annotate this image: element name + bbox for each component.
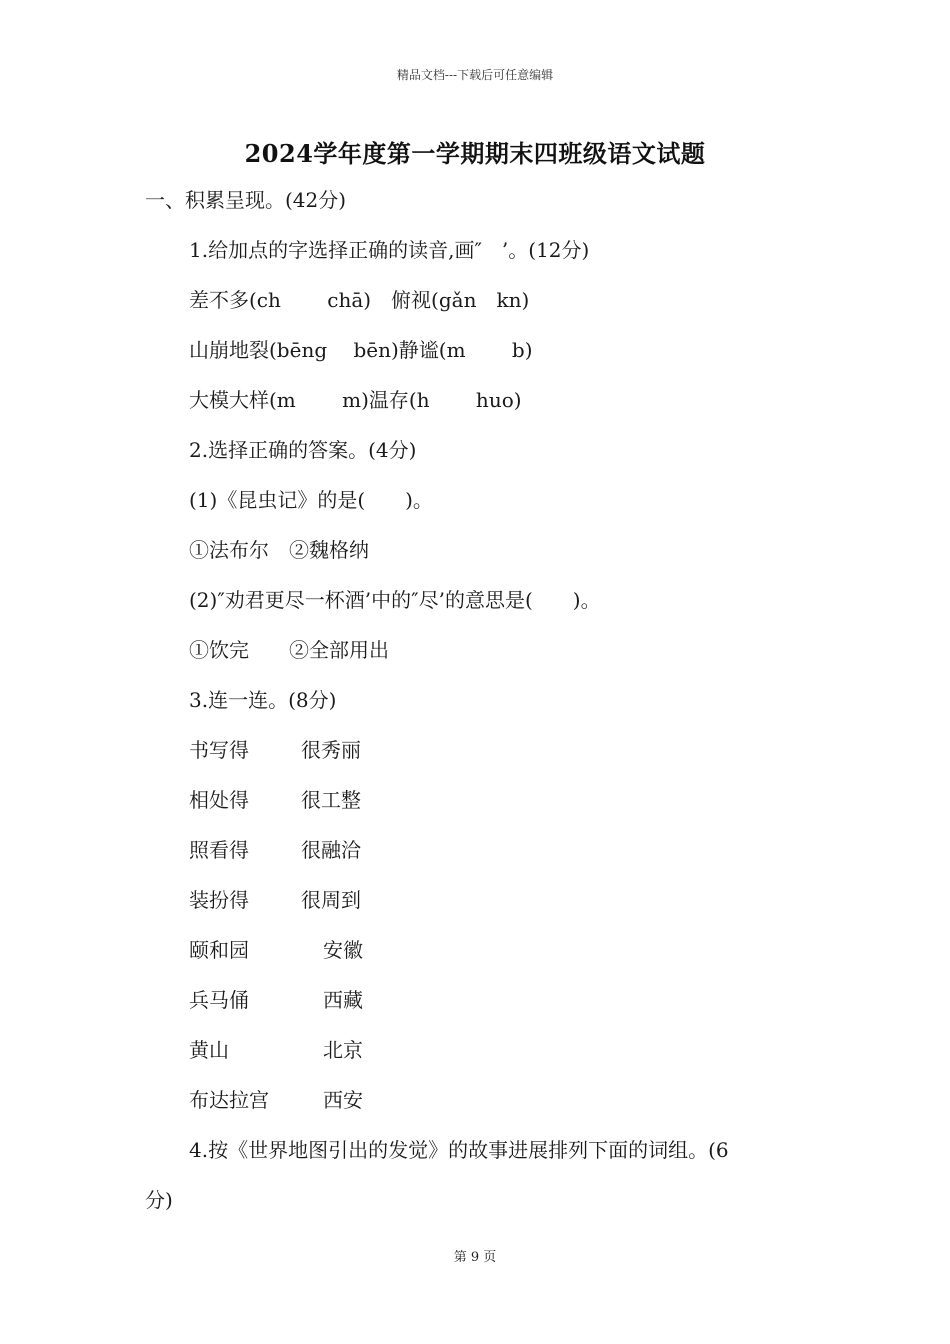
match-right-item: 西安 <box>323 1088 363 1112</box>
question-2-sub1: (1)《昆虫记》的是( )。 <box>189 488 433 512</box>
question-2-prompt: 2.选择正确的答案。(4分) <box>189 438 417 462</box>
question-2-sub2-options: ①饮完 ②全部用出 <box>189 638 389 662</box>
match-left-item: 照看得 <box>189 838 249 862</box>
match-right-item: 西藏 <box>323 988 363 1012</box>
question-1-row: 差不多(ch chā) 俯视(gǎn kn) <box>189 288 530 312</box>
match-left-item: 装扮得 <box>189 888 249 912</box>
match-right-item: 安徽 <box>323 938 363 962</box>
match-left-item: 相处得 <box>189 788 249 812</box>
page-number: 第 9 页 <box>453 1250 497 1265</box>
match-left-item: 兵马俑 <box>189 988 249 1012</box>
match-right-item: 很工整 <box>301 788 361 812</box>
page-title: 2024学年度第一学期期末四班级语文试题 <box>244 139 706 168</box>
question-1-row: 山崩地裂(bēng bēn)静谧(m b) <box>189 338 533 362</box>
match-right-item: 很周到 <box>301 888 361 912</box>
question-4-prompt: 4.按《世界地图引出的发觉》的故事进展排列下面的词组。(6 <box>189 1138 729 1162</box>
header-note: 精品文档---下载后可任意编辑 <box>396 68 554 82</box>
question-2-sub1-options: ①法布尔 ②魏格纳 <box>189 538 369 562</box>
match-right-item: 北京 <box>323 1038 363 1062</box>
match-left-item: 布达拉宫 <box>189 1088 269 1112</box>
question-1-row: 大模大样(m m)温存(h huo) <box>189 388 522 412</box>
question-4-prompt-continued: 分) <box>145 1188 173 1212</box>
question-2-sub2: (2)″劝君更尽一杯酒’中的″尽’的意思是( )。 <box>189 588 601 612</box>
match-right-item: 很融洽 <box>301 838 361 862</box>
question-3-prompt: 3.连一连。(8分) <box>189 688 337 712</box>
match-left-item: 颐和园 <box>189 938 249 962</box>
question-1-prompt: 1.给加点的字选择正确的读音,画″ ’。(12分) <box>189 238 590 262</box>
match-right-item: 很秀丽 <box>301 738 361 762</box>
match-left-item: 书写得 <box>189 738 249 762</box>
section-heading: 一、积累呈现。(42分) <box>145 188 347 212</box>
match-left-item: 黄山 <box>189 1038 229 1062</box>
